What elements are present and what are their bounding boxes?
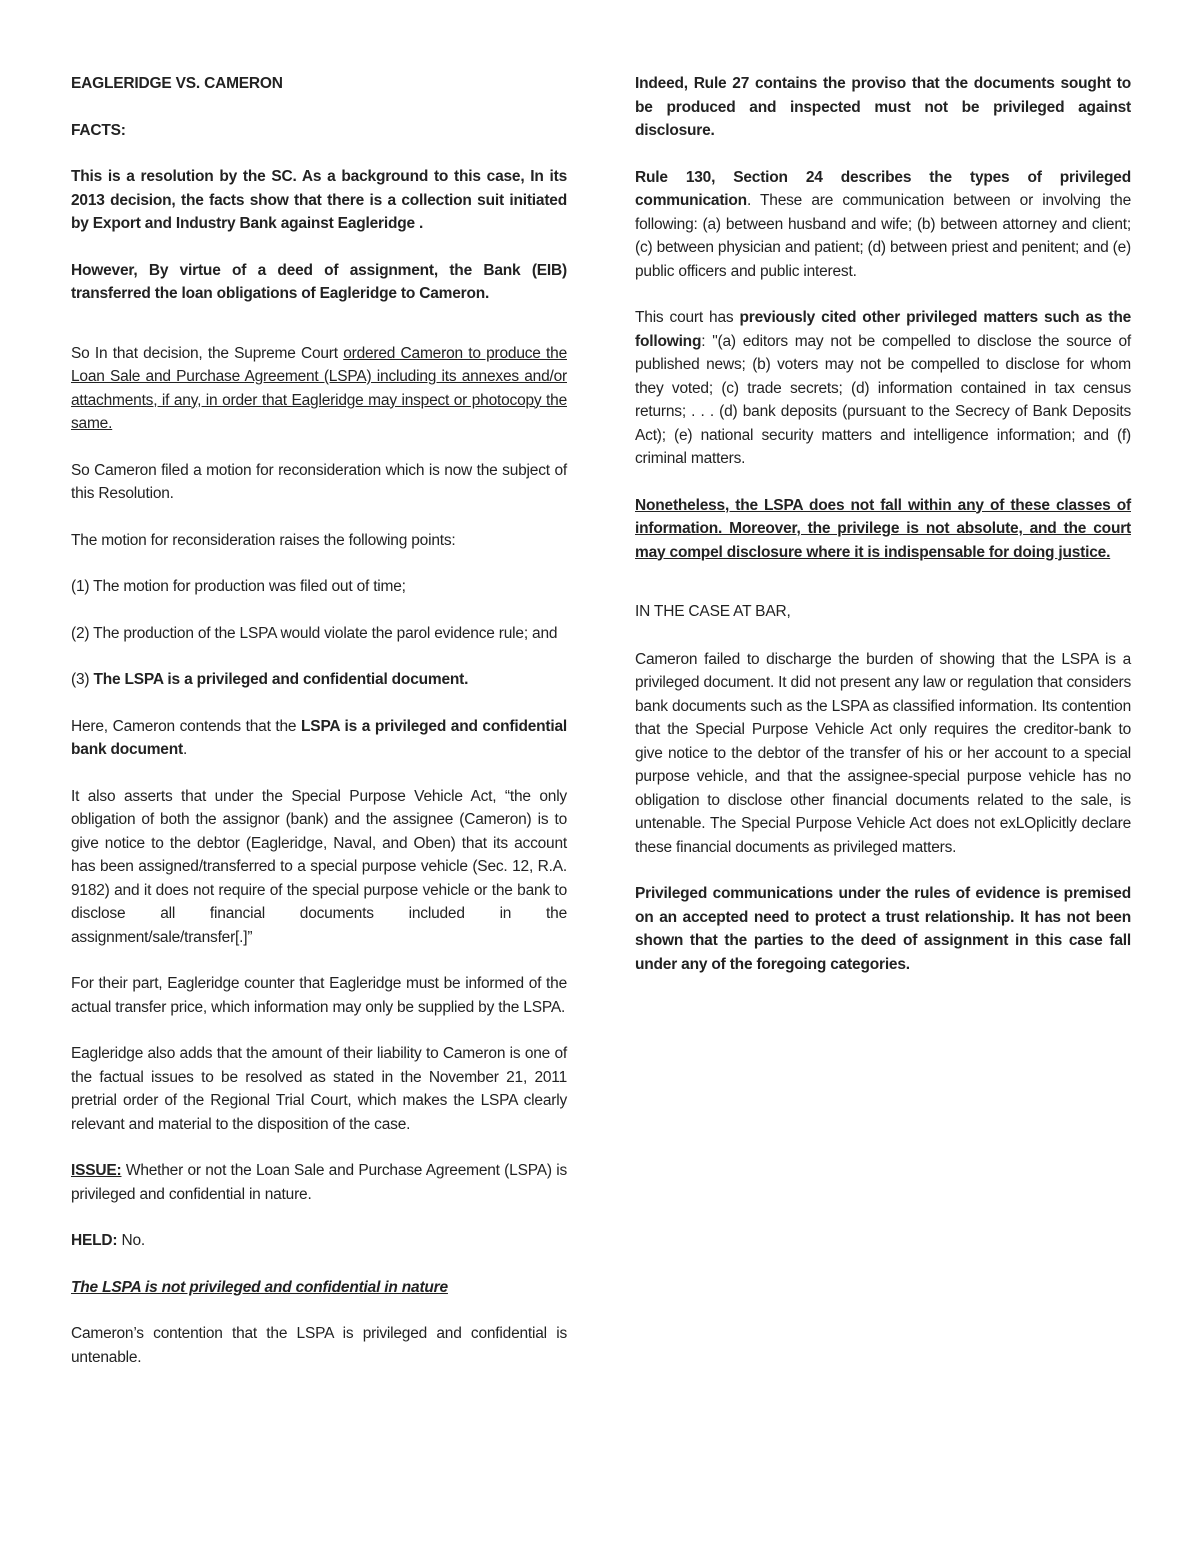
other-privileged-bold: previously cited other privileged matters such as the following [635,309,1132,350]
rule-130-text: . These are communication between or involving the following: (a) between husband and wife; (b) between attorney and client; (c) between physician and patient; (d) between priest and penitent; and (e) public officers and public interest. [635,192,1131,280]
right-column [635,72,1131,999]
ruling-subheading: The LSPA is not privileged and confidential in nature [71,1278,448,1296]
case-title: EAGLERIDGE VS. CAMERON [71,75,283,92]
spv-act-argument: It also asserts that under the Special Purpose Vehicle Act, “the only obligation of both the assignor (bank) and the assignee (Cameron) is to give notice to the debtor (Eagleridge, Naval, and Oben) that its account has been assigned/transferred to a special purpose vehicle (Sec. 12, R.A. 9182) and it does not require of the special purpose vehicle or the bank to disclose all financial documents included in the assignment/sale/transfer[.]” [71,787,567,946]
eagleridge-addition: Eagleridge also adds that the amount of their liability to Cameron is one of the factual issues to be resolved as stated in the November 21, 2011 pretrial order of the Regional Trial Court, which makes the LSPA clearly relevant and material to the disposition of the case. [71,1045,567,1133]
rule-27-paragraph: Indeed, Rule 27 contains the proviso that the documents sought to be produced and inspected must not be privileged against disclosure. [635,75,1131,139]
facts-heading: FACTS: [71,121,126,139]
facts-paragraph-3 [71,342,567,436]
rule-130-paragraph [635,166,1131,284]
facts-paragraph-4: So Cameron filed a motion for reconsideration which is now the subject of this Resolution. [71,461,567,502]
point-2: (2) The production of the LSPA would violate the parol evidence rule; and [71,624,558,642]
other-privileged-text: : "(a) editors may not be compelled to disclose the source of published news; (b) voters may not be compelled to disclose for whom they voted; (c) trade secrets; (d) information contained in tax census returns; . . . (d) bank deposits (pursuant to the Secrecy of Bank Deposits Act); (e) national security matters and intelligence information; and (f) criminal matters. [635,332,1131,467]
eagleridge-counter: For their part, Eagleridge counter that Eagleridge must be informed of the actual transfer price, which information may only be supplied by the LSPA. [71,975,567,1016]
ruling-paragraph-1: Cameron’s contention that the LSPA is privileged and confidential is untenable. [71,1325,567,1366]
point-3-text: The LSPA is a privileged and confidential document. [93,671,469,688]
rule-130-bold: Rule 130, Section 24 describes the types of privileged communication [635,168,1131,209]
other-privileged-lead: This court has [635,309,740,326]
facts-paragraph-3-underlined: ordered Cameron to produce the Loan Sale and Purchase Agreement (LSPA) including its annexes and/or attachments, if any, in order that Eagleridge may inspect or photocopy the same. [71,344,567,432]
case-at-bar-heading: IN THE CASE AT BAR, [635,603,791,620]
held-paragraph [71,1229,567,1253]
issue-text: Whether or not the Loan Sale and Purchase Agreement (LSPA) is privileged and confidential in nature. [71,1162,567,1203]
point-3 [71,668,567,692]
cameron-contention-end: . [182,741,188,758]
issue-paragraph [71,1159,567,1206]
cameron-contention [71,715,567,762]
facts-paragraph-1: This is a resolution by the SC. As a background to this case, In its 2013 decision, the facts show that there is a collection suit initiated by Export and Industry Bank against Eagleridge . [71,168,567,232]
nonetheless-paragraph: Nonetheless, the LSPA does not fall within any of these classes of information. Moreover, the privilege is not absolute, and the court may compel disclosure where it is indispensable for doing justice. [635,496,1131,561]
point-1: (1) The motion for production was filed out of time; [71,578,406,595]
issue-label: ISSUE: [71,1162,122,1179]
facts-paragraph-2: However, By virtue of a deed of assignment, the Bank (EIB) transferred the loan obligations of Eagleridge to Cameron. [71,261,567,302]
held-label: HELD: [71,1232,118,1249]
cameron-contention-lead: Here, Cameron contends that the [71,717,302,735]
left-column [71,72,567,1392]
held-text: No. [117,1232,145,1249]
trust-relationship-paragraph: Privileged communications under the rules of evidence is premised on an accepted need to protect a trust relationship. It has not been shown that the parties to the deed of assignment in this case fall under any of the foregoing categories. [635,885,1131,973]
other-privileged-matters [635,306,1131,471]
case-at-bar-paragraph: Cameron failed to discharge the burden of showing that the LSPA is a privileged document. It did not present any law or regulation that considers bank documents such as the LSPA as classified information. Its contention that the Special Purpose Vehicle Act only requires the creditor-bank to give notice to the debtor of the transfer of his or her account to a special purpose vehicle, and that the assignee-special purpose vehicle has no obligation to disclose other financial documents related to the sale, is untenable. The Special Purpose Vehicle Act does not exLOplicitly declare these financial documents as privileged matters. [635,650,1131,856]
cameron-contention-bold: LSPA is a privileged and confidential bank document [71,717,568,758]
point-3-number: (3) [71,671,94,688]
facts-paragraph-5: The motion for reconsideration raises the following points: [71,531,456,549]
facts-paragraph-3-lead: So In that decision, the Supreme Court [71,344,344,362]
